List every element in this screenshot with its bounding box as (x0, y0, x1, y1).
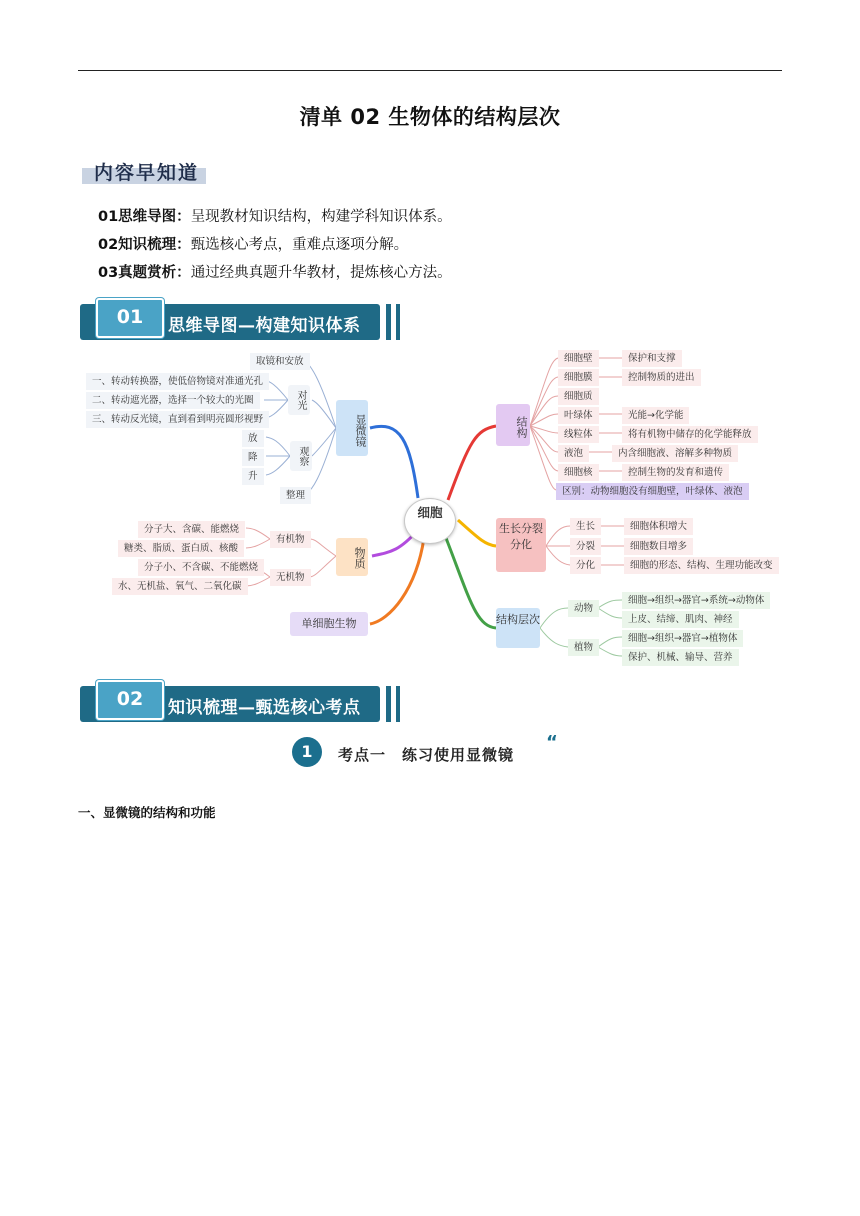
tag-label: 内容早知道 (94, 162, 200, 184)
intro-line-3 (98, 261, 452, 282)
observe-step-3: 升 (242, 468, 264, 485)
align-step-1: 一、转动转换器，使低倍物镜对准通光孔 (86, 373, 269, 390)
intro-line-2 (98, 233, 408, 254)
structure-row-name: 细胞核 (558, 464, 599, 481)
observe-step-1: 放 (242, 430, 264, 447)
plant-item-1: 细胞→组织→器官→植物体 (622, 630, 743, 647)
growth-row-desc: 细胞数目增多 (624, 538, 693, 555)
structure-row-name: 液泡 (558, 445, 589, 462)
align-step-2: 二、转动遮光器，选择一个较大的光圈 (86, 392, 260, 409)
structure-row-desc: 将有机物中储存的化学能释放 (622, 426, 758, 443)
structure-row-desc: 控制生物的发育和遗传 (622, 464, 729, 481)
structure-row-name: 叶绿体 (558, 407, 599, 424)
node-structure: 结构 (496, 404, 530, 446)
structure-row-desc: 光能→化学能 (622, 407, 689, 424)
banner-stripe (386, 304, 391, 340)
node-levels: 结构层次 (496, 608, 540, 648)
structure-row-desc: 保护和支撑 (622, 350, 682, 367)
levels-animal: 动物 (568, 600, 599, 617)
banner-stripe (386, 686, 391, 722)
inorganic-item-2: 水、无机盐、氧气、二氧化碳 (112, 578, 248, 595)
structure-note: 区别：动物细胞没有细胞壁，叶绿体、液泡 (556, 483, 749, 500)
banner-label: 思维导图—构建知识体系 (168, 316, 361, 336)
banner-number: 02 (96, 680, 164, 720)
mindmap-center: 细胞 (404, 498, 456, 544)
levels-plant: 植物 (568, 639, 599, 656)
top-rule (78, 70, 782, 71)
microscope-tidy: 整理 (280, 487, 311, 504)
section-heading: 一、显微镜的结构和功能 (78, 805, 216, 820)
animal-item-2: 上皮、结缔、肌肉、神经 (622, 611, 739, 628)
node-matter: 物质 (336, 538, 368, 576)
section-tag (82, 158, 210, 186)
structure-row-desc: 控制物质的进出 (622, 369, 701, 386)
matter-inorganic: 无机物 (270, 569, 311, 586)
intro-text: 呈现教材知识结构，构建学科知识体系。 (190, 209, 452, 225)
structure-row-name: 细胞质 (558, 388, 599, 405)
banner-number: 01 (96, 298, 164, 338)
structure-row-desc: 内含细胞液、溶解多种物质 (612, 445, 738, 462)
plant-item-2: 保护、机械、输导、营养 (622, 649, 739, 666)
intro-key: 02知识梳理： (98, 237, 191, 253)
growth-row-name: 分裂 (570, 538, 601, 555)
intro-text: 甄选核心考点，重难点逐项分解。 (190, 237, 409, 253)
growth-row-desc: 细胞体积增大 (624, 518, 693, 535)
quote-icon: “ (546, 732, 558, 753)
page-title: 清单 02 生物体的结构层次 (299, 105, 561, 129)
growth-row-desc: 细胞的形态、结构、生理功能改变 (624, 557, 779, 574)
organic-item-2: 糖类、脂质、蛋白质、核酸 (118, 540, 244, 557)
observe-step-2: 降 (242, 449, 264, 466)
microscope-observe: 观察 (290, 441, 312, 471)
banner-stripe (396, 304, 400, 340)
microscope-align: 对光 (288, 385, 310, 415)
structure-row-name: 细胞壁 (558, 350, 599, 367)
kaodian-number: 1 (292, 737, 322, 767)
structure-row-name: 线粒体 (558, 426, 599, 443)
intro-line-1 (98, 205, 452, 226)
growth-row-name: 生长 (570, 518, 601, 535)
section-banner-mindmap (80, 298, 410, 340)
organic-item-1: 分子大、含碳、能燃烧 (138, 521, 245, 538)
intro-key: 01思维导图： (98, 209, 191, 225)
node-single-cell: 单细胞生物 (290, 612, 368, 636)
node-microscope: 显微镜 (336, 400, 368, 456)
section-banner-knowledge (80, 680, 410, 722)
node-growth: 生长分裂分化 (496, 518, 546, 572)
microscope-take: 取镜和安放 (250, 353, 310, 370)
growth-row-name: 分化 (570, 557, 601, 574)
banner-label: 知识梳理—甄选核心考点 (168, 698, 361, 718)
banner-stripe (396, 686, 400, 722)
inorganic-item-1: 分子小、不含碳、不能燃烧 (138, 559, 264, 576)
kaodian-title: 考点一 练习使用显微镜 (338, 746, 515, 764)
structure-row-name: 细胞膜 (558, 369, 599, 386)
matter-organic: 有机物 (270, 531, 311, 548)
align-step-3: 三、转动反光镜，直到看到明亮圆形视野 (86, 411, 269, 428)
intro-text: 通过经典真题升华教材，提炼核心方法。 (190, 265, 452, 281)
animal-item-1: 细胞→组织→器官→系统→动物体 (622, 592, 770, 609)
intro-key: 03真题赏析： (98, 265, 191, 281)
